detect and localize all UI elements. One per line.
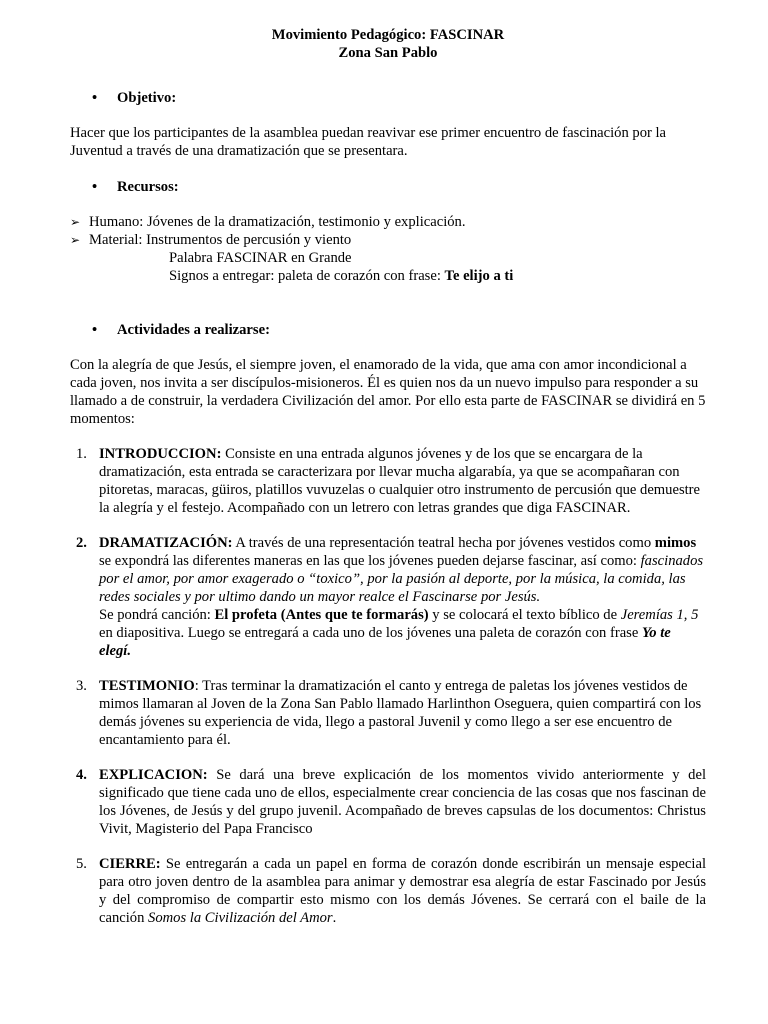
objetivo-heading-text: Objetivo: bbox=[117, 90, 177, 106]
item-label: INTRODUCCION: bbox=[99, 446, 222, 462]
closing-song: Somos la Civilización del Amor bbox=[148, 910, 333, 926]
recursos-humano-text: Humano: Jóvenes de la dramatización, testimonio y explicación. bbox=[89, 214, 466, 230]
fascination-examples: fascinados por el amor, por amor exagerado o “toxico”, por la pasión al deporte, por la música, la comida, las redes sociales y por ultimo dando un mayor realce el Fascinarse por Jesús. bbox=[99, 553, 704, 605]
objetivo-heading bbox=[70, 89, 706, 107]
song-mid: y se colocará el texto bíblico de bbox=[428, 607, 621, 623]
recursos-signos-text: Signos a entregar: paleta de corazón con frase: bbox=[169, 268, 445, 284]
document-subtitle: Zona San Pablo bbox=[338, 45, 438, 61]
moment-item-dramatizacion bbox=[70, 534, 706, 660]
bullet-icon: • bbox=[92, 90, 98, 106]
objetivo-text: Hacer que los participantes de la asamblea puedan reavivar ese primer encuentro de fascinación por la Juventud a través de una dramatización que se presentara. bbox=[70, 125, 667, 159]
song-prefix: Se pondrá canción: bbox=[99, 607, 215, 623]
item-label: CIERRE: bbox=[99, 856, 161, 872]
bible-verse: Jeremías 1, 5 bbox=[620, 607, 699, 623]
item-end: . bbox=[332, 910, 337, 926]
bullet-icon: • bbox=[92, 322, 98, 338]
bullet-icon: • bbox=[92, 179, 98, 195]
song-title: El profeta (Antes que te formarás) bbox=[214, 607, 429, 623]
song-after: en diapositiva. Luego se entregará a cada uno de los jóvenes una paleta de corazón con frase bbox=[99, 625, 642, 641]
item-text-continued: se expondrá las diferentes maneras en las que los jóvenes pueden dejarse fascinar, así como: bbox=[99, 553, 641, 569]
recursos-signos-phrase: Te elijo a ti bbox=[444, 268, 514, 284]
moment-item-testimonio bbox=[70, 677, 706, 749]
mimos-word: mimos bbox=[654, 535, 697, 551]
item-number: 4. bbox=[76, 767, 87, 783]
recursos-material-text: Material: Instrumentos de percusión y viento bbox=[89, 232, 352, 248]
item-label: TESTIMONIO bbox=[99, 678, 195, 694]
item-label: DRAMATIZACIÓN: bbox=[99, 535, 233, 551]
recursos-heading-text: Recursos: bbox=[117, 179, 179, 195]
item-text: A través de una representación teatral hecha por jóvenes vestidos como bbox=[232, 535, 655, 551]
item-text: Se dará una breve explicación de los momentos vivido anteriormente y del significado que tiene cada uno de ellos, especialmente crear conciencia de las cosas que nos fascinan de los Jóvenes, de Jesús y del grupo juvenil. Acompañado de breves capsulas de los documentos: Christus Vivit, Magisterio del Papa Francisco bbox=[99, 767, 706, 837]
document-title: Movimiento Pedagógico: FASCINAR bbox=[271, 27, 505, 43]
recursos-signos-line bbox=[70, 267, 706, 285]
arrow-bullet-icon: ➢ bbox=[70, 233, 81, 247]
actividades-heading-text: Actividades a realizarse: bbox=[117, 322, 270, 338]
item-number: 2. bbox=[76, 535, 87, 551]
moment-item-introduccion bbox=[70, 445, 706, 517]
recursos-heading bbox=[70, 178, 706, 196]
actividades-heading bbox=[70, 321, 706, 339]
actividades-intro: Con la alegría de que Jesús, el siempre joven, el enamorado de la vida, que ama con amor incondicional a cada joven, nos invita a ser discípulos-misioneros. Él es quien nos da un nuevo impulso para responder a su llamado a de construir, la verdadera Civilización del amor. Por ello esta parte de FASCINAR se dividirá en 5 momentos: bbox=[70, 357, 706, 427]
item-label: EXPLICACION: bbox=[99, 767, 208, 783]
item-number: 1. bbox=[76, 446, 87, 462]
arrow-bullet-icon: ➢ bbox=[70, 215, 81, 229]
heart-phrase: Yo te elegí. bbox=[99, 625, 671, 659]
item-text: Consiste en una entrada algunos jóvenes y de los que se encargara de la dramatización, esta entrada se caracterizara por llevar mucha algarabía, ya que se acompañaran con pitoretas, maracas, güiros, platillos vuvuzelas o cualquier otro instrumento de percusión que demuestre la alegría y el festejo. Acompañado con un letrero con letras grandes que diga FASCINAR. bbox=[99, 446, 701, 516]
item-text: Se entregarán a cada un papel en forma de corazón donde escribirán un mensaje especial para otro joven dentro de la asamblea para animar y demostrar esa alegría de estar Fascinado por Jesús y del compromiso de compartir esto mismo con los demás Jóvenes. Se cerrará con el baile de la canción bbox=[99, 856, 706, 926]
item-text: : Tras terminar la dramatización el canto y entrega de paletas los jóvenes vestidos de mimos llamaran al Joven de la Zona San Pablo llamado Harlinthon Oseguera, quien compartirá con los demás jóvenes su experiencia de vida, llego a pastoral Juvenil y como llego a ser ese encuentro de encantamiento para él. bbox=[99, 678, 702, 748]
moment-item-cierre bbox=[70, 855, 706, 927]
recursos-material-item bbox=[70, 231, 706, 249]
document-page bbox=[70, 26, 706, 927]
recursos-humano-item bbox=[70, 213, 706, 231]
item-number: 5. bbox=[76, 856, 87, 872]
item-number: 3. bbox=[76, 678, 87, 694]
recursos-palabra-line: Palabra FASCINAR en Grande bbox=[169, 250, 352, 266]
moment-item-explicacion bbox=[70, 766, 706, 838]
